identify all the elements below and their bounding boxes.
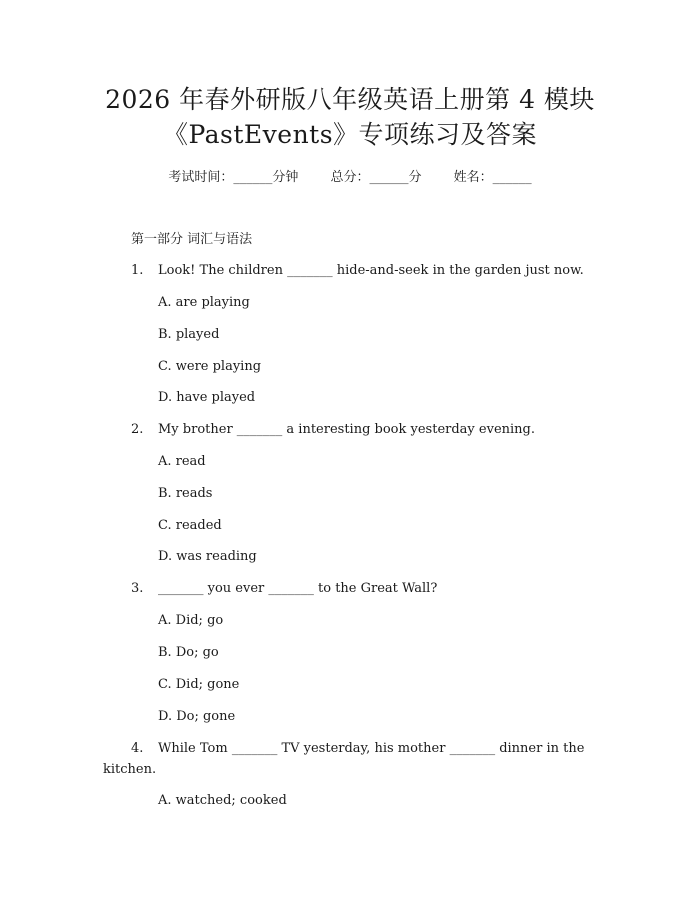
option-d: D. have played xyxy=(158,390,256,405)
option-d: D. Do; gone xyxy=(158,709,236,724)
question-text: While Tom _______ TV yesterday, his mother _______ dinner in the xyxy=(158,741,585,756)
section-title: 第一部分 词汇与语法 xyxy=(131,232,253,247)
question-text-continued: kitchen. xyxy=(103,762,157,777)
page-title-line-2: 《PastEvents》专项练习及答案 xyxy=(162,120,538,149)
question-number: 4. xyxy=(131,741,144,756)
question-text: _______ you ever _______ to the Great Wall? xyxy=(158,581,438,596)
option-c: C. Did; gone xyxy=(158,677,240,692)
total-score-label: 总分：______分 xyxy=(330,170,422,185)
option-c: C. readed xyxy=(158,518,222,533)
option-c: C. were playing xyxy=(158,359,262,374)
question-number: 2. xyxy=(131,422,144,437)
option-d: D. was reading xyxy=(158,549,257,564)
exam-time-label: 考试时间：______分钟 xyxy=(168,170,299,185)
page-title-line-1: 2026 年春外研版八年级英语上册第 4 模块 xyxy=(105,85,595,114)
question-text: My brother _______ a interesting book yesterday evening. xyxy=(158,422,535,437)
option-b: B. played xyxy=(158,327,220,342)
question-text: Look! The children _______ hide-and-seek in the garden just now. xyxy=(158,263,584,278)
option-b: B. reads xyxy=(158,486,213,501)
question-number: 1. xyxy=(131,263,144,278)
student-name-label: 姓名：______ xyxy=(453,170,532,185)
option-a: A. are playing xyxy=(158,295,250,310)
option-a: A. read xyxy=(158,454,206,469)
question-number: 3. xyxy=(131,581,144,596)
option-a: A. Did; go xyxy=(158,613,224,628)
option-a: A. watched; cooked xyxy=(158,793,287,808)
exam-meta xyxy=(0,169,700,187)
option-b: B. Do; go xyxy=(158,645,219,660)
